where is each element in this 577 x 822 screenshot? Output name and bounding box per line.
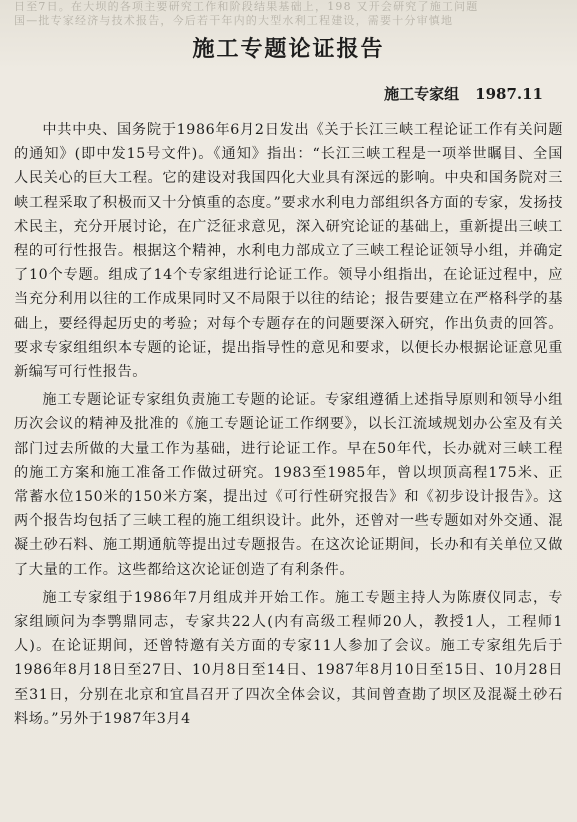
- paragraph: 施工专家组于1986年7月组成并开始工作。施工专题主持人为陈赓仪同志，专家组顾问为李鹗鼎同志，专家共22人(内有高级工程师20人，教授1人，工程师1人)。在论证期间，还曾特邀有关方面的专家11人参加了会议。施工专家组先后于1986年8月18日至27日、10月8日至14日、1987年8月10日至15日、10月28日至31日，分别在北京和宜昌召开了四次全体会议，其间曾查勘了坝区及混凝土砂石料场。”另外于1987年3月4: [14, 589, 563, 727]
- byline: [14, 84, 543, 104]
- document-title: 施工专题论证报告: [192, 36, 385, 62]
- paragraph: 施工专题论证专家组负责施工专题的论证。专家组遵循上述指导原则和领导小组历次会议的精神及批准的《施工专题论证工作纲要》，以长江流域规划办公室及有关部门过去所做的大量工作为基础，进行论证工作。早在50年代，长办就对三峡工程的施工方案和施工准备工作做过研究。1983至1985年，曾以坝顶高程175米、正常蓄水位150米的150米方案，提出过《可行性研究报告》和《初步设计报告》。这两个报告均包括了三峡工程的施工组织设计。此外，还曾对一些专题如对外交通、混凝土砂石料、施工期通航等提出过专题报告。在这次论证期间，长办和有关单位又做了大量的工作。这些都给这次论证创造了有利条件。: [14, 392, 563, 578]
- paragraph: 中共中央、国务院于1986年6月2日发出《关于长江三峡工程论证工作有关问题的通知》(即中发15号文件)。《通知》指出：“长江三峡工程是一项举世瞩目、全国人民关心的巨大工程。它的建设对我国四化大业具有深远的影响。中央和国务院对三峡工程采取了积极而又十分慎重的态度。”要求水利电力部组织各方面的专家，发扬技术民主，充分开展讨论，在广泛征求意见，深入研究论证的基础上，重新提出三峡工程的可行性报告。根据这个精神，水利电力部成立了三峡工程论证领导小组，并确定了10个专题。组成了14个专家组进行论证工作。领导小组指出，在论证过程中，应当充分利用以往的工作成果同时又不局限于以往的结论；报告要建立在严格科学的基础上，要经得起历史的考验；对每个专题存在的问题要深入研究，作出负责的回答。要求专家组组织本专题的论证，提出指导性的意见和要求，以便长办根据论证意见重新编写可行性报告。: [14, 122, 563, 381]
- bleed-line: 国—批专家经济与技术报告，今后若干年内的大型水利工程建设，需要十分审慎地: [14, 14, 454, 27]
- bleed-line: 日至7日。在大坝的各项主要研究工作和阶段结果基础上，198 又开会研究了施工问题: [14, 0, 479, 13]
- document-body: [14, 118, 563, 731]
- byline-group: 施工专家组: [384, 85, 460, 103]
- byline-date: 1987.11: [475, 85, 543, 103]
- bleed-through-text: [14, 0, 563, 28]
